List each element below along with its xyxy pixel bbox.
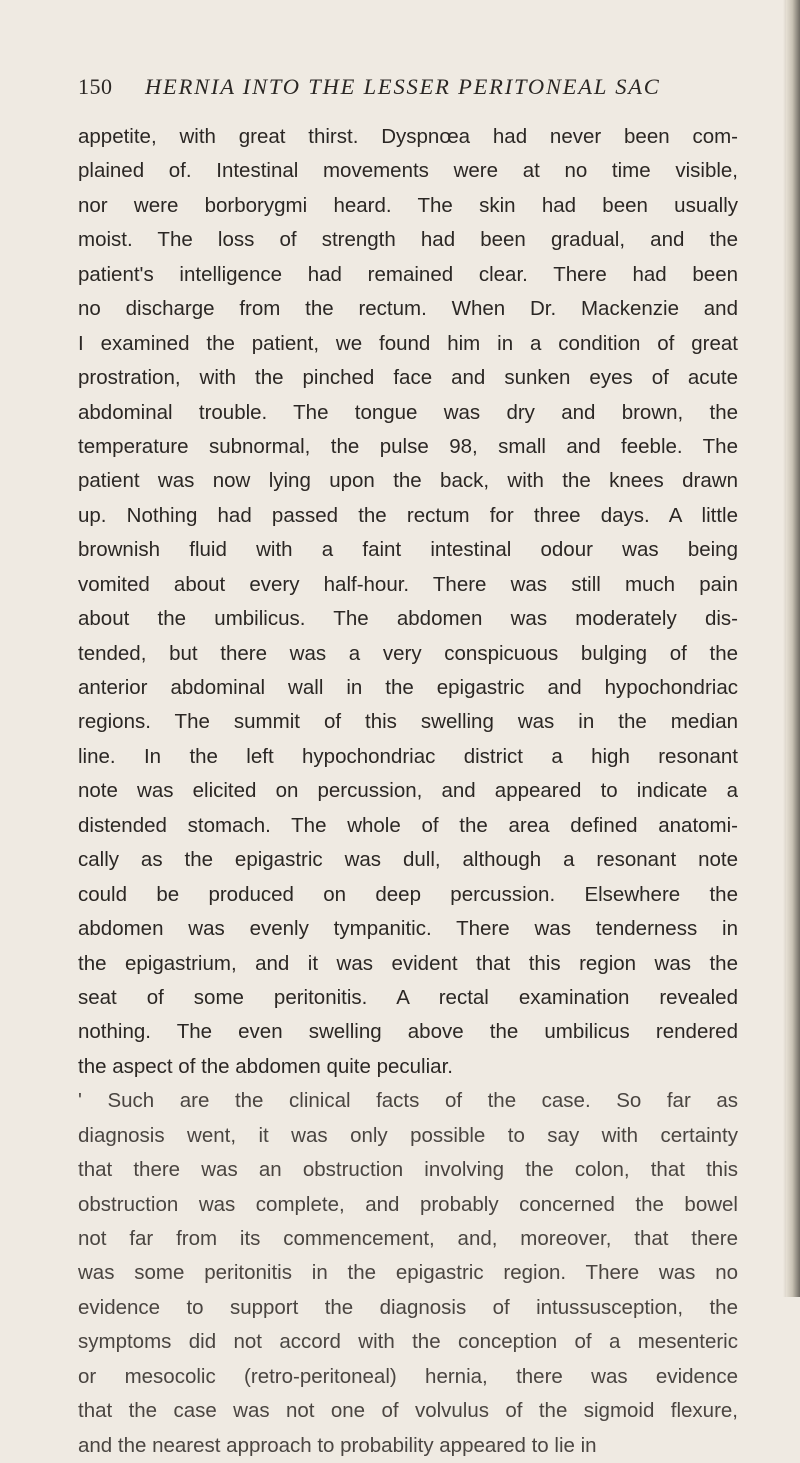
- text-line: regions. The summit of this swelling was in the median: [78, 710, 738, 734]
- text-line: diagnosis went, it was only possible to say with certainty: [78, 1123, 738, 1147]
- text-line: I examined the patient, we found him in a condition of great: [78, 331, 738, 355]
- text-line: about the umbilicus. The abdomen was moderately dis-: [78, 607, 738, 631]
- text-line: cally as the epigastric was dull, although a resonant note: [78, 848, 738, 872]
- text-line: the epigastrium, and it was evident that this region was the: [78, 951, 738, 975]
- text-line: note was elicited on percussion, and appeared to indicate a: [78, 779, 738, 803]
- text-line: could be produced on deep percussion. Elsewhere the: [78, 882, 738, 906]
- text-line: vomited about every half-hour. There was still much pain: [78, 572, 738, 596]
- text-line: prostration, with the pinched face and sunken eyes of acute: [78, 366, 738, 390]
- text-line: moist. The loss of strength had been gradual, and the: [78, 228, 738, 252]
- text-line: the aspect of the abdomen quite peculiar.: [78, 1054, 453, 1078]
- body-text: [78, 120, 738, 1463]
- page-edge-shadow: [786, 0, 800, 1297]
- text-line: evidence to support the diagnosis of intussusception, the: [78, 1295, 738, 1319]
- text-line: symptoms did not accord with the conception of a mesenteric: [78, 1330, 738, 1354]
- text-line: temperature subnormal, the pulse 98, small and feeble. The: [78, 434, 738, 458]
- text-line: seat of some peritonitis. A rectal examination revealed: [78, 985, 738, 1009]
- text-line: that the case was not one of volvulus of the sigmoid flexure,: [78, 1399, 738, 1423]
- text-line: up. Nothing had passed the rectum for three days. A little: [78, 503, 738, 527]
- running-head: HERNIA INTO THE LESSER PERITONEAL SAC: [145, 74, 661, 99]
- text-line: brownish fluid with a faint intestinal odour was being: [78, 538, 738, 562]
- text-line: tended, but there was a very conspicuous bulging of the: [78, 641, 738, 665]
- page-header: [78, 74, 738, 110]
- text-line: abdominal trouble. The tongue was dry and brown, the: [78, 400, 738, 424]
- text-line: nor were borborygmi heard. The skin had been usually: [78, 193, 738, 217]
- text-line: nothing. The even swelling above the umbilicus rendered: [78, 1020, 738, 1044]
- text-line: abdomen was evenly tympanitic. There was tenderness in: [78, 917, 738, 941]
- text-line: appetite, with great thirst. Dyspnœa had never been com-: [78, 125, 738, 148]
- text-line: anterior abdominal wall in the epigastric and hypochondriac: [78, 676, 738, 699]
- text-line: that there was an obstruction involving the colon, that this: [78, 1158, 738, 1182]
- text-line: not far from its commencement, and, moreover, that there: [78, 1227, 738, 1250]
- text-line: line. In the left hypochondriac district a high resonant: [78, 744, 738, 768]
- text-line: no discharge from the rectum. When Dr. Mackenzie and: [78, 297, 738, 321]
- text-line: patient was now lying upon the back, with the knees drawn: [78, 469, 738, 493]
- text-line: ' Such are the clinical facts of the case. So far as: [78, 1089, 738, 1113]
- page-number: 150: [78, 74, 113, 99]
- text-line: distended stomach. The whole of the area defined anatomi-: [78, 813, 738, 837]
- text-line: obstruction was complete, and probably concerned the bowel: [78, 1192, 738, 1216]
- text-line: patient's intelligence had remained clear. There had been: [78, 262, 738, 286]
- text-line: and the nearest approach to probability appeared to lie in: [78, 1433, 597, 1457]
- text-line: or mesocolic (retro-peritoneal) hernia, there was evidence: [78, 1364, 738, 1388]
- text-line: plained of. Intestinal movements were at no time visible,: [78, 159, 738, 183]
- text-line: was some peritonitis in the epigastric region. There was no: [78, 1261, 738, 1285]
